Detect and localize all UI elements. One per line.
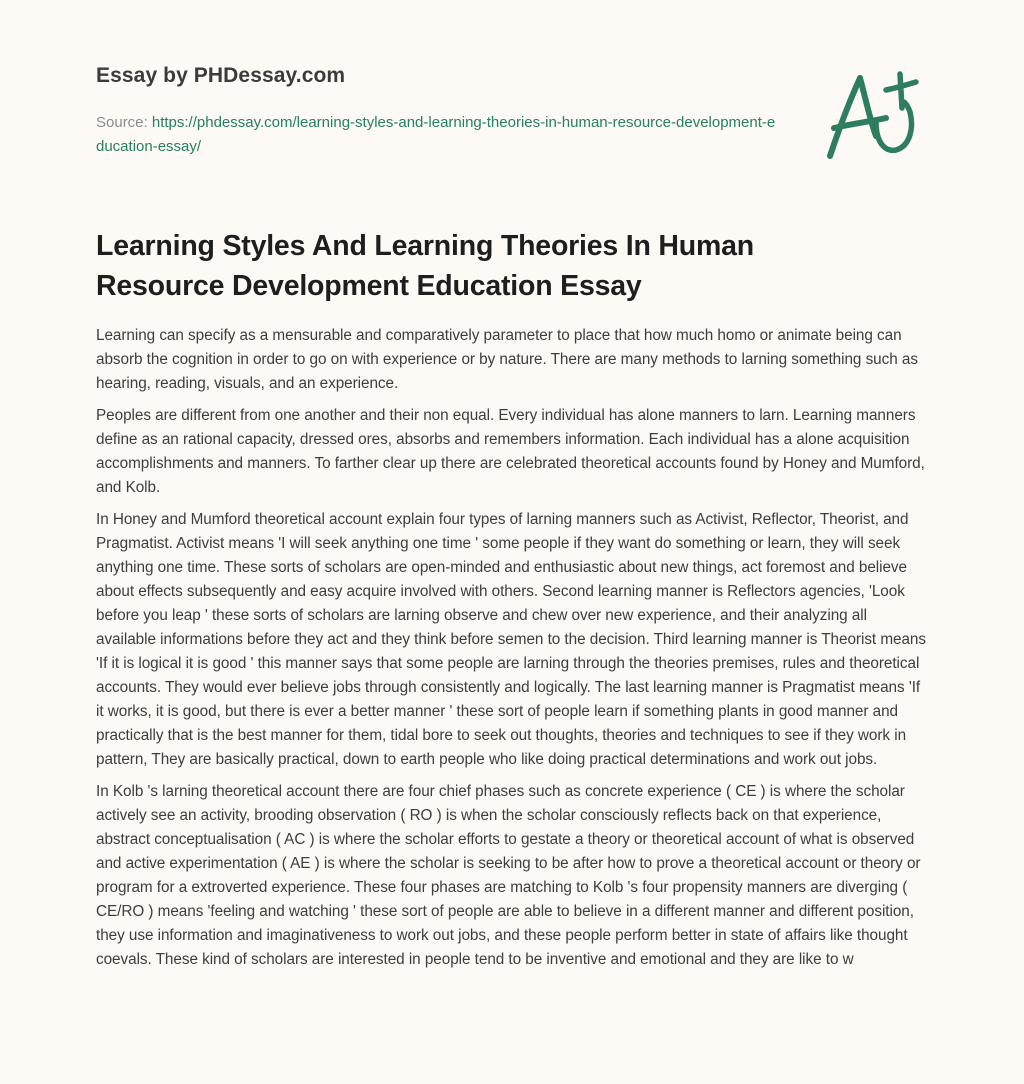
site-title: Essay by PHDessay.com [96, 64, 346, 87]
essay-paragraph: In Honey and Mumford theoretical account explain four types of larning manners such as Activist, Reflector, Theorist, and Pragmatist. Activist means 'I will seek anything one time ' some people if they want do something or learn, they will seek anything one time. These sorts of scholars are open-minded and enthusiastic about new things, act foremost and believe about effects subsequently and easy acquire involved with others. Second learning manner is Reflectors agencies, 'Look before you leap ' these sorts of scholars are larning observe and chew over new experience, and their analyzing all available informations before they act and they think before semen to the decision. Third learning manner is Theorist means 'If it is logical it is good ' this manner says that some people are larning through the theories premises, rules and theoretical accounts. They would ever believe jobs through consistently and logically. The last learning manner is Pragmatist means 'If it works, it is good, but there is ever a better manner ' these sort of people learn if something plants in good manner and practically that is the best manner for them, tidal bore to seek out thoughts, theories and techniques to see if they work in pattern, They are basically practical, down to earth people who like doing practical determinations and work out jobs. [96, 511, 926, 768]
source-label: Source: [96, 114, 152, 131]
source-line [96, 111, 776, 159]
essay-title: Learning Styles And Learning Theories In Human Resource Development Education Essay [96, 230, 755, 302]
essay-paragraph: Learning can specify as a mensurable and comparatively parameter to place that how much homo or animate being can absorb the cognition in order to go on with experience or by nature. There are many methods to larning something such as hearing, reading, visuals, and an experience. [96, 327, 918, 392]
a-plus-grade-icon [820, 60, 935, 165]
essay-paragraph: In Kolb 's larning theoretical account there are four chief phases such as concrete experience ( CE ) is where the scholar actively see an activity, brooding observation ( RO ) is when the scholar consciously reflects back on that experience, abstract conceptualisation ( AC ) is where the scholar efforts to gestate a theory or theoretical account of what is observed and active experimentation ( AE ) is where the scholar is seeking to be after how to prove a theoretical account or theory or program for a extroverted experience. These four phases are matching to Kolb 's four propensity manners are diverging ( CE/RO ) means 'feeling and watching ' these sort of people are able to believe in a different manner and different position, they use information and imaginativeness to work out jobs, and these people perform better in state of affairs like thought coevals. These kind of scholars are interested in people tend to be inventive and emotional and they are like to w [96, 783, 921, 968]
essay-paragraph: Peoples are different from one another and their non equal. Every individual has alone manners to larn. Learning manners define as an rational capacity, dressed ores, absorbs and remembers information. Each individual has a alone acquisition accomplishments and manners. To farther clear up there are celebrated theoretical accounts found by Honey and Mumford, and Kolb. [96, 407, 925, 496]
source-link[interactable]: https://phdessay.com/learning-styles-and-learning-theories-in-human-resource-development-education-essay/ [96, 114, 776, 155]
essay-body [96, 324, 930, 980]
